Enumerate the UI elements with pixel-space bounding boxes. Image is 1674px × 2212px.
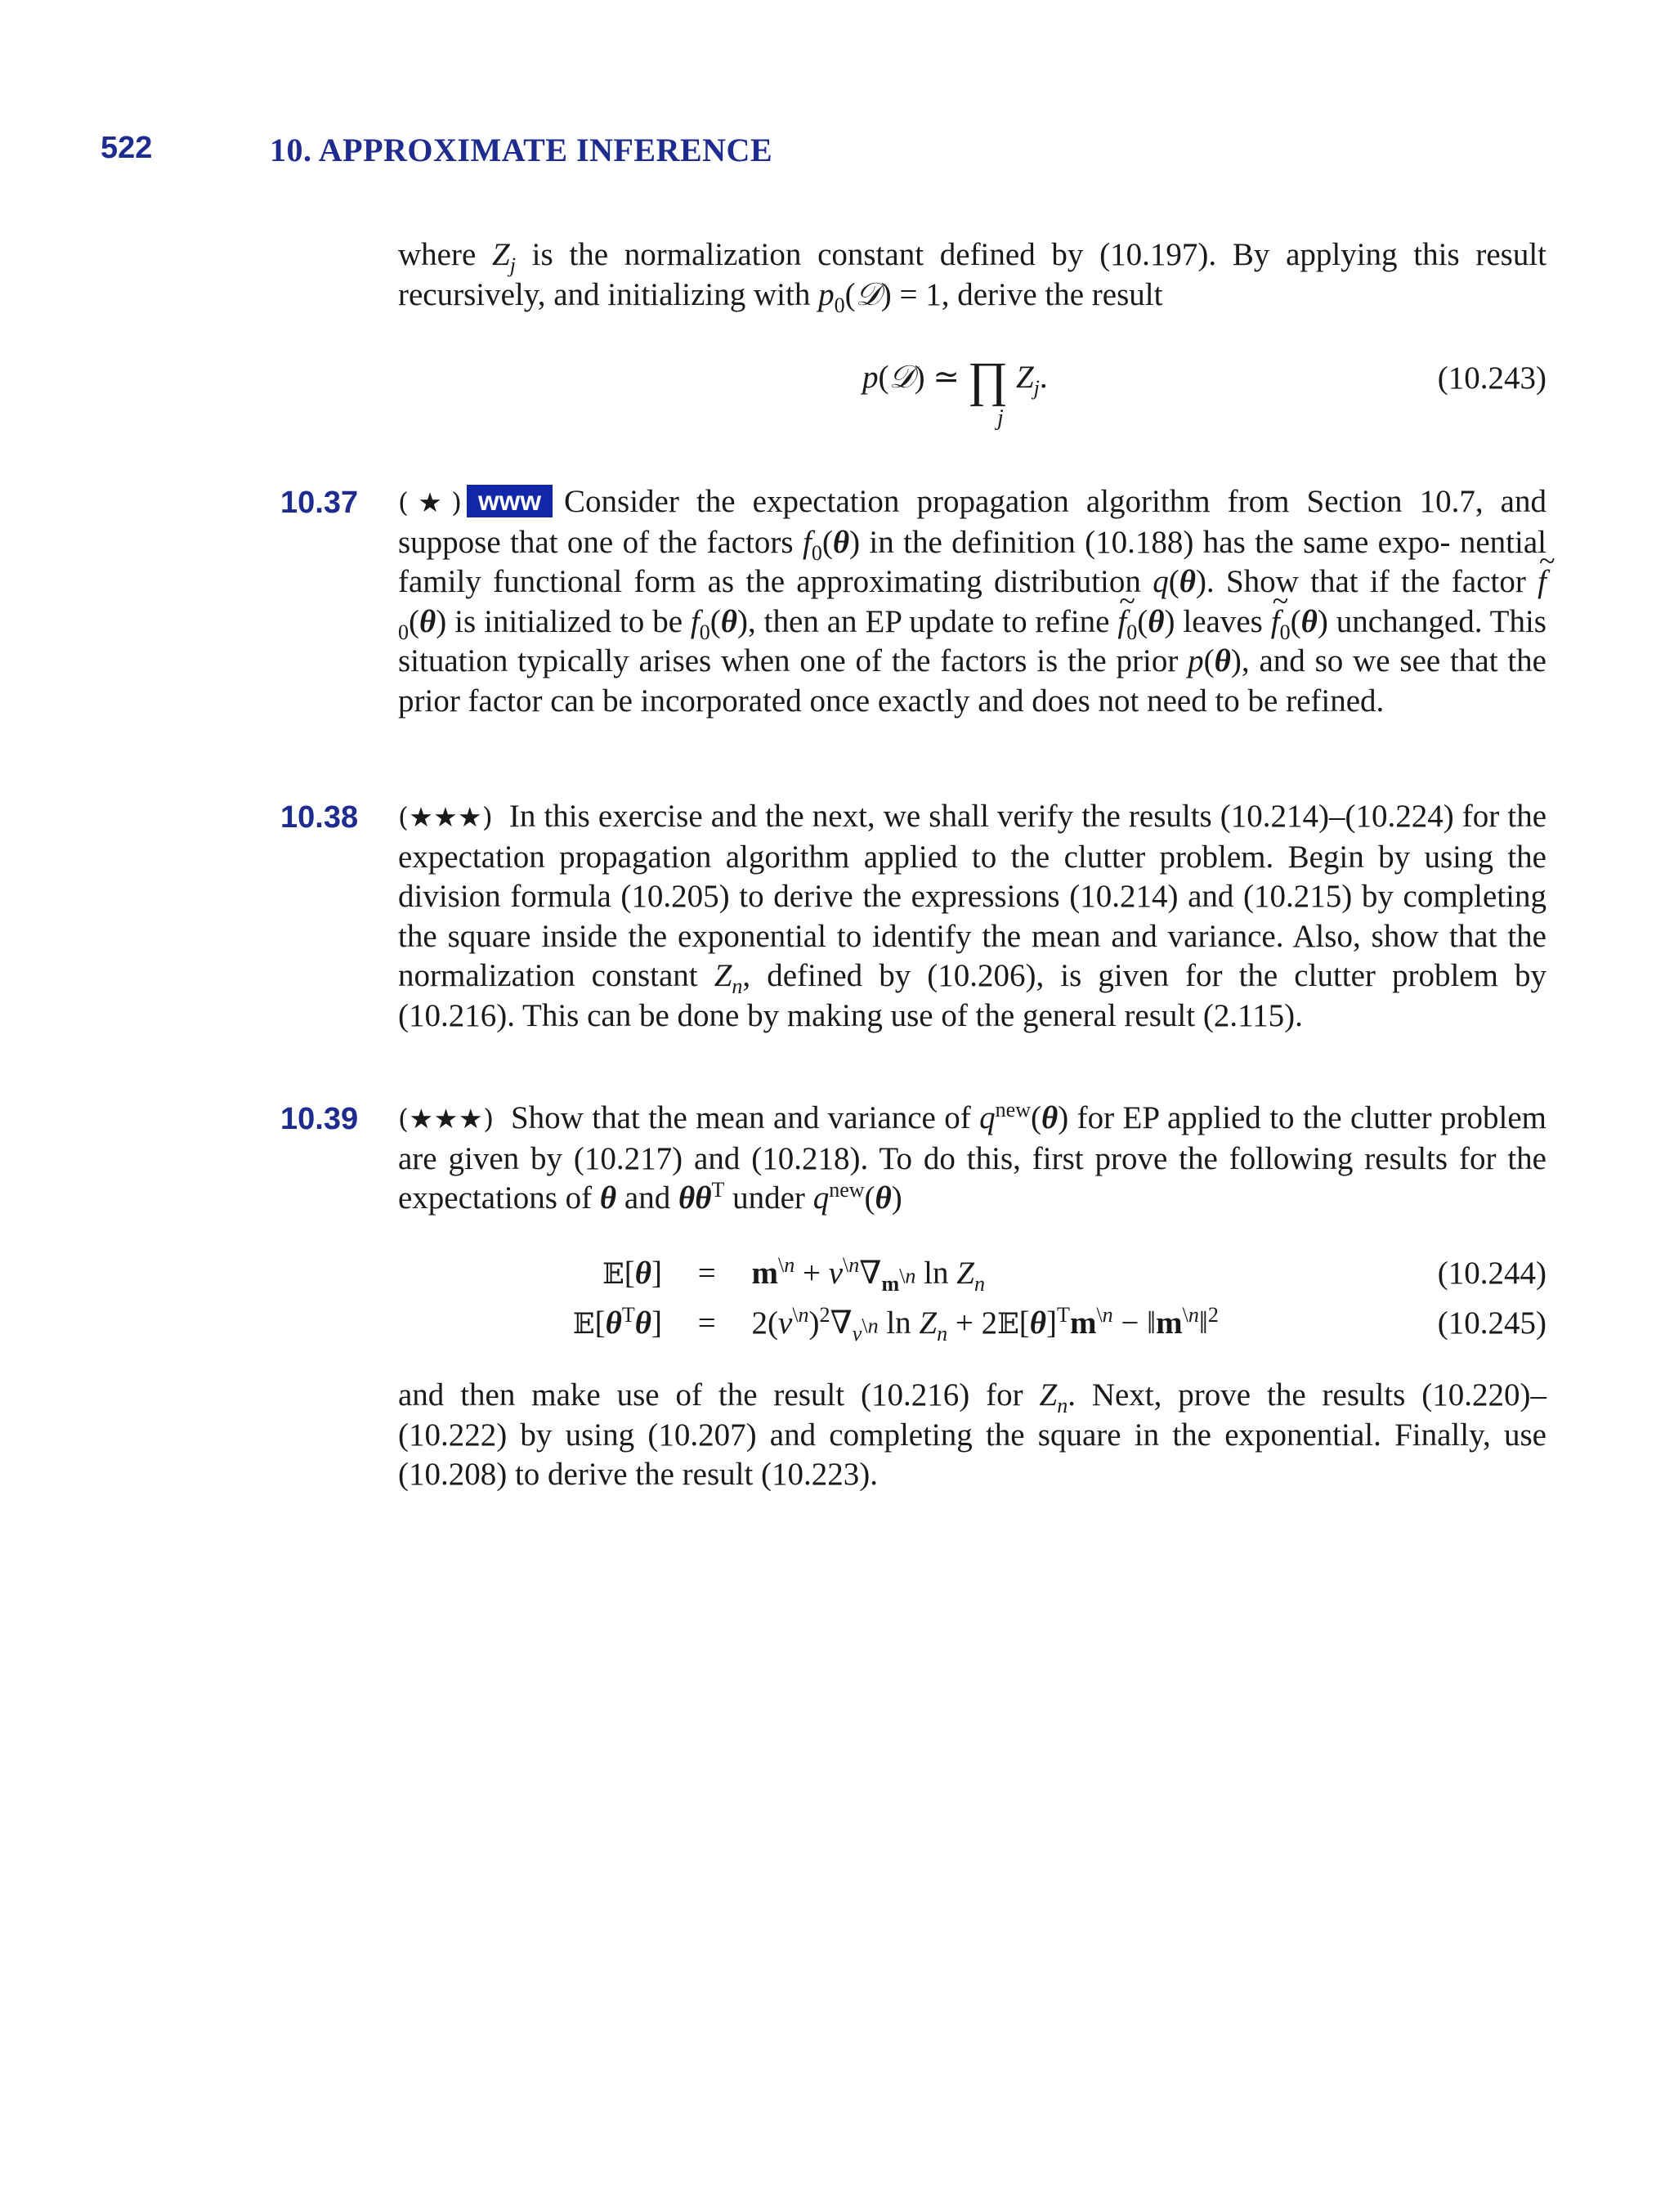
difficulty-stars: (★★★) [398, 801, 493, 833]
exercise-number-10-38: 10.38 [280, 800, 359, 835]
difficulty-stars: (★) [398, 486, 463, 518]
difficulty-stars: (★★★) [398, 1103, 495, 1135]
exercise-10-37-text: (★) www Consider the expectation propagation algorithm from Section 10.7, and suppose that one of the factors $f_0(\theta)$ in the definition (10.188) has the same expo- nential family functional form as the approximating distribution q(θ). Show that if the factor ~ $f_0(\theta)$ is initialized to be $f_0(\theta)$, then an EP update to refine ~ $f_0(\theta)$ leaves ~ $f_0(\theta)$ unchanged. This situation typically arises when one of the factors is the prior p(θ), and so we see that the prior factor can be incorporated once exactly and does not need to be refined. [398, 482, 1546, 721]
chapter-title: 10. APPROXIMATE INFERENCE [270, 132, 773, 168]
equation-tag-10-244: (10.244) [1437, 1256, 1546, 1291]
exercise-number-10-37: 10.37 [280, 486, 359, 520]
exercise-10-39-text: (★★★) Show that the mean and variance of $q^{new}(\theta)$ for EP applied to the clutter problem are given by (10.217) and (10.218). To do this, first prove the following results for the expectations of θ and $\theta\theta^T$ under $q^{new}(\theta)$ [398, 1098, 1546, 1216]
www-badge[interactable]: www [467, 485, 553, 517]
equation-10-243: p(𝒟) ≃ ∏ $Z_j$. j [862, 352, 1048, 431]
equation-tag-10-243: (10.243) [1437, 360, 1546, 396]
page-number: 522 [101, 131, 153, 165]
equation-10-244: 𝔼[θ] = $m^{\backslash n} + v^{\backslash n}\nabla_{m^{\backslash n}}$ $\ln Z_n$ [602, 1253, 985, 1296]
exercise-10-38-text: (★★★) In this exercise and the next, we shall verify the results (10.214)–(10.224) for the expectation propagation algorithm applied to the clutter problem. Begin by using the division formula (10.205) to derive the expressions (10.214) and (10.215) by completing the square inside the exponential to identify the mean and variance. Also, show that the normalization constant $Z_n$, defined by (10.206), is given for the clutter problem by (10.216). This can be done by making use of the general result (2.115). [398, 799, 1546, 1033]
exercise-number-10-39: 10.39 [280, 1102, 359, 1136]
equation-10-245: $𝔼[\theta^T\theta] = 2(v^{\backslash n})^2\nabla_{v^{\backslash n}}$ $\ln Z_n$ + $2𝔼[\theta]^Tm^{\backslash n}$ − $‖m^{\backslash n}‖^2$ [572, 1303, 1219, 1346]
exercise-10-39-closing: and then make use of the result (10.216) for $Z_n$. Next, prove the results (10.220)– (10.222) by using (10.207) and completing the square in the exponential. Finally, use (10.208) to derive the result (10.223). [398, 1377, 1546, 1492]
intro-paragraph: where $Z_j$ is the normalization constant defined by (10.197). By applying this result recursively, and initializing with $p_0(𝒟) = 1$, derive the result [398, 237, 1546, 317]
equation-tag-10-245: (10.245) [1437, 1305, 1546, 1341]
